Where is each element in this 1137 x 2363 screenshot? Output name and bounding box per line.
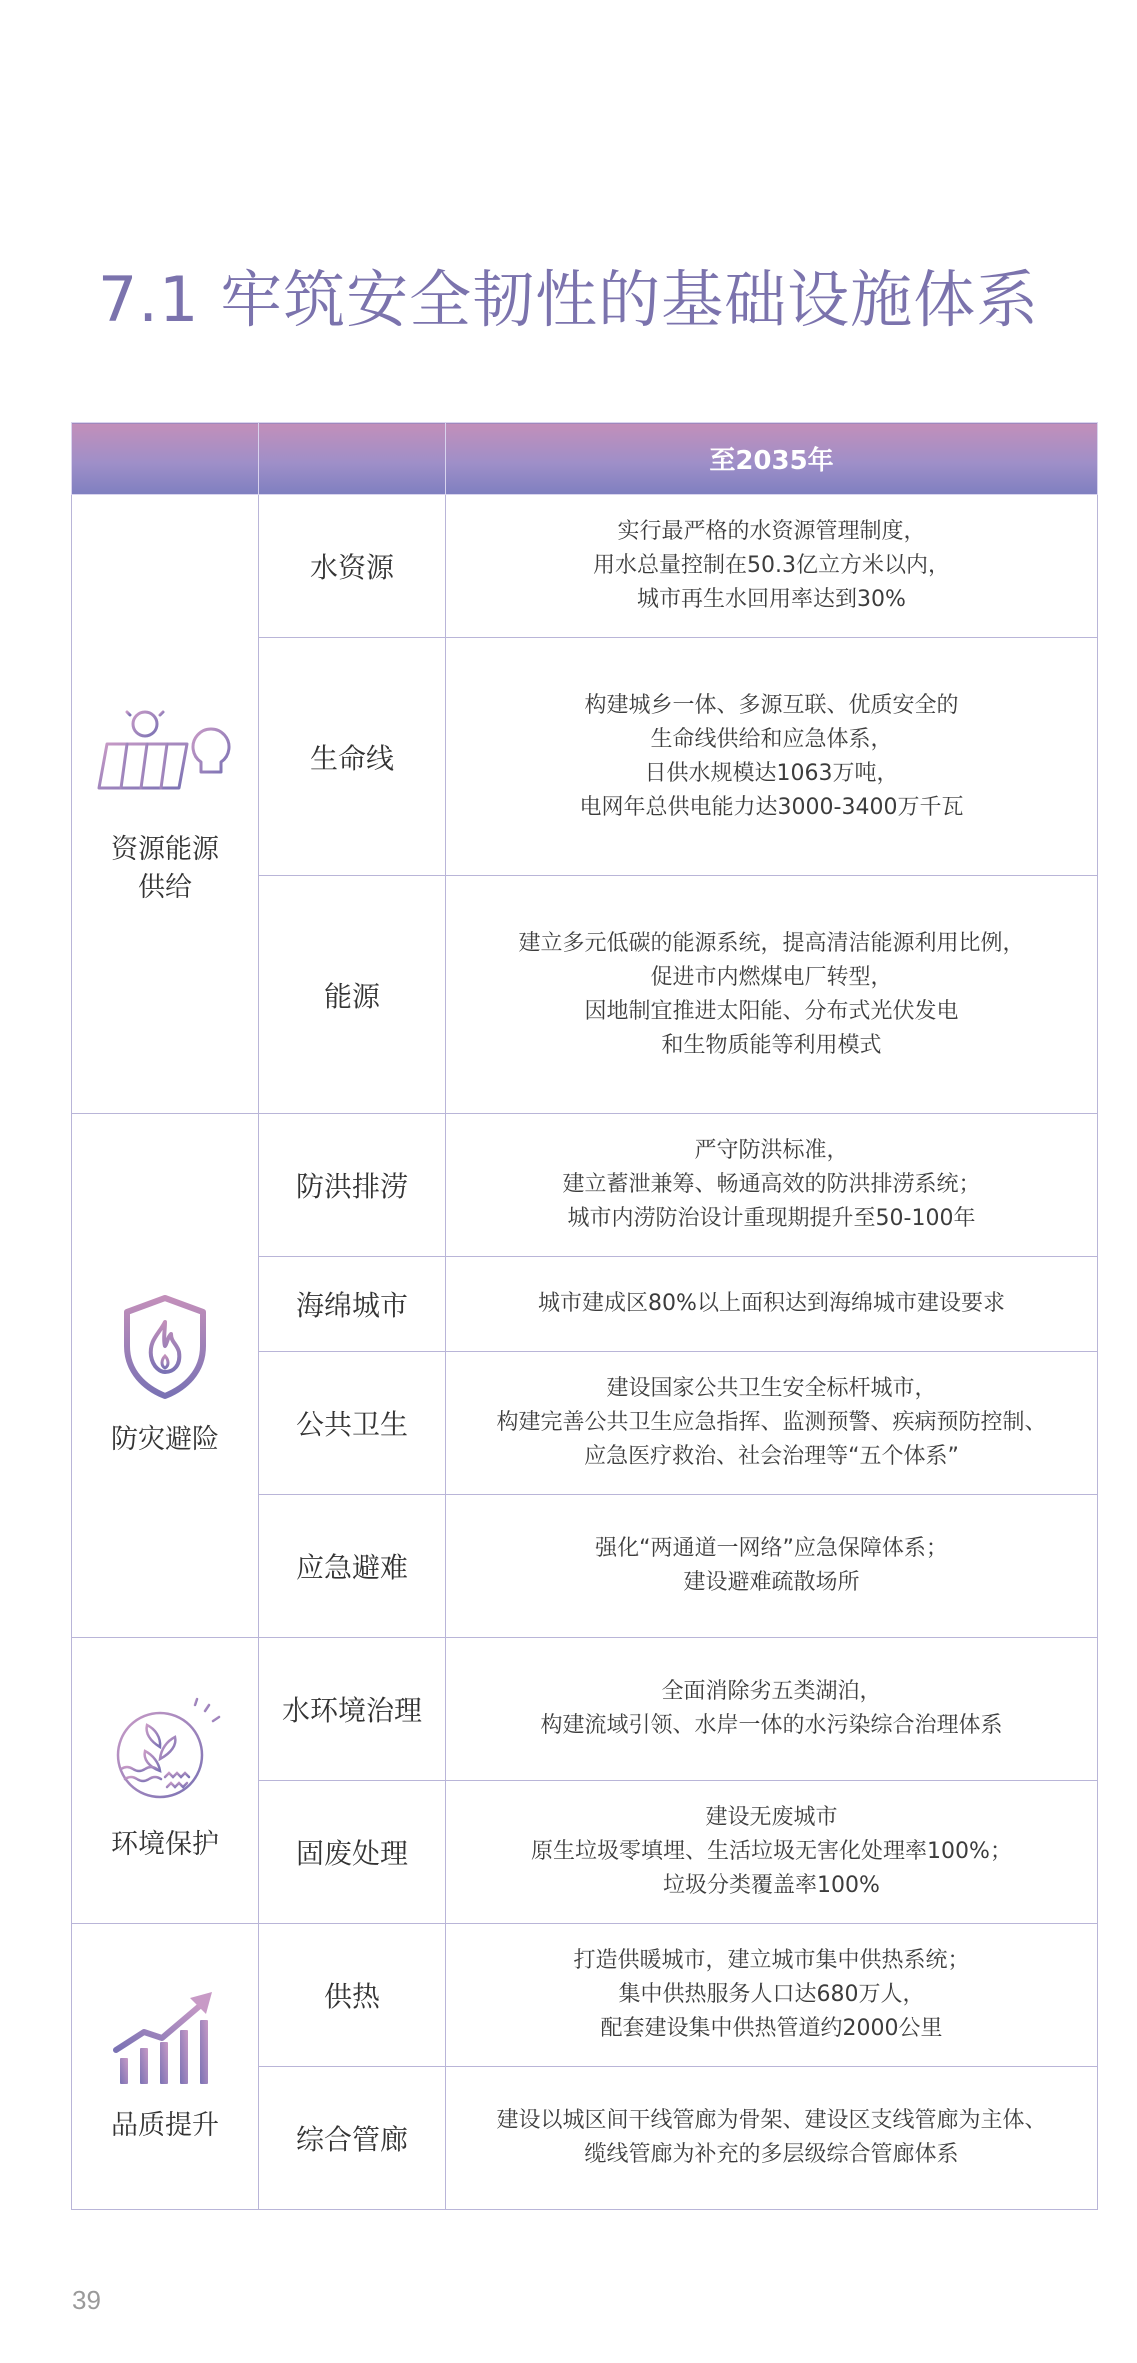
item-cell: 水资源 bbox=[259, 495, 446, 638]
description-line: 生命线供给和应急体系， bbox=[650, 726, 893, 752]
page-number: 39 bbox=[72, 2285, 101, 2315]
description-line: 构建城乡一体、多源互联、优质安全的 bbox=[584, 692, 959, 718]
target-description-cell bbox=[446, 2067, 1098, 2210]
header-category bbox=[72, 423, 259, 495]
category-cell bbox=[72, 495, 259, 1114]
description-line: 城市内涝防治设计重现期提升至50-100年 bbox=[567, 1206, 976, 1231]
target-description-cell bbox=[446, 876, 1098, 1114]
item-cell: 水环境治理 bbox=[259, 1638, 446, 1781]
description-line: 因地制宜推进太阳能、分布式光伏发电 bbox=[584, 998, 959, 1024]
item-cell: 海绵城市 bbox=[259, 1257, 446, 1352]
table-row bbox=[72, 495, 1098, 638]
table-row bbox=[72, 1114, 1098, 1257]
header-item bbox=[259, 423, 446, 495]
shield-fire-icon bbox=[82, 1292, 248, 1413]
target-description-cell bbox=[446, 1924, 1098, 2067]
page-title: 7.1 牢筑安全韧性的基础设施体系 bbox=[97, 263, 1040, 336]
description-line: 缆线管廊为补充的多层级综合管廊体系 bbox=[584, 2142, 959, 2167]
item-cell: 综合管廊 bbox=[259, 2067, 446, 2210]
item-cell: 应急避难 bbox=[259, 1495, 446, 1638]
description-line: 建设国家公共卫生安全标杆城市， bbox=[606, 1376, 937, 1401]
target-description-cell bbox=[446, 495, 1098, 638]
description-line: 严守防洪标准， bbox=[694, 1138, 849, 1163]
description-line: 建立蓄泄兼筹、畅通高效的防洪排涝系统； bbox=[562, 1172, 981, 1197]
description-line: 促进市内燃煤电厂转型， bbox=[650, 964, 893, 990]
category-label: 环境保护 bbox=[111, 1829, 219, 1860]
item-cell: 能源 bbox=[259, 876, 446, 1114]
description-line: 应急医疗救治、社会治理等“五个体系” bbox=[584, 1444, 959, 1469]
description-line: 集中供热服务人口达680万人， bbox=[618, 1982, 925, 2007]
solar-panel-bulb-icon bbox=[82, 702, 248, 823]
description-line: 构建完善公共卫生应急指挥、监测预警、疾病预防控制、 bbox=[496, 1410, 1047, 1435]
category-label: 防灾避险 bbox=[111, 1424, 219, 1455]
description-line: 和生物质能等利用模式 bbox=[661, 1032, 882, 1058]
table-header-row bbox=[72, 423, 1098, 495]
description-line: 配套建设集中供热管道约2000公里 bbox=[600, 2016, 943, 2041]
target-description-cell bbox=[446, 1781, 1098, 1924]
description-line: 建立多元低碳的能源系统，提高清洁能源利用比例， bbox=[518, 930, 1025, 956]
category-cell bbox=[72, 1924, 259, 2210]
description-line: 强化“两通道一网络”应急保障体系； bbox=[595, 1536, 948, 1561]
header-target-2035: 至2035年 bbox=[446, 423, 1098, 495]
target-description-cell bbox=[446, 1114, 1098, 1257]
category-label: 供给 bbox=[138, 871, 192, 903]
category-label: 资源能源 bbox=[111, 833, 219, 865]
target-description-cell bbox=[446, 1257, 1098, 1352]
description-line: 打造供暖城市，建立城市集中供热系统； bbox=[573, 1948, 970, 1973]
item-cell: 固废处理 bbox=[259, 1781, 446, 1924]
category-cell bbox=[72, 1638, 259, 1924]
description-line: 用水总量控制在50.3亿立方米以内， bbox=[593, 553, 950, 578]
category-cell bbox=[72, 1114, 259, 1638]
item-cell: 公共卫生 bbox=[259, 1352, 446, 1495]
target-description-cell bbox=[446, 638, 1098, 876]
item-cell: 生命线 bbox=[259, 638, 446, 876]
description-line: 原生垃圾零填埋、生活垃圾无害化处理率100%； bbox=[531, 1839, 1012, 1864]
description-line: 建设无废城市 bbox=[705, 1805, 838, 1830]
infrastructure-table bbox=[71, 422, 1098, 2210]
globe-plant-icon bbox=[82, 1697, 248, 1818]
description-line: 建设避难疏散场所 bbox=[683, 1570, 860, 1595]
description-line: 实行最严格的水资源管理制度， bbox=[617, 519, 926, 544]
description-line: 构建流域引领、水岸一体的水污染综合治理体系 bbox=[540, 1713, 1003, 1738]
description-line: 日供水规模达1063万吨， bbox=[644, 760, 899, 786]
description-line: 垃圾分类覆盖率100% bbox=[663, 1873, 880, 1898]
description-line: 全面消除劣五类湖泊， bbox=[661, 1679, 882, 1704]
category-label: 品质提升 bbox=[111, 2110, 219, 2141]
description-line: 电网年总供电能力达3000-3400万千瓦 bbox=[579, 794, 964, 820]
description-line: 城市建成区80%以上面积达到海绵城市建设要求 bbox=[538, 1291, 1005, 1316]
table-row bbox=[72, 1924, 1098, 2067]
target-description-cell bbox=[446, 1638, 1098, 1781]
target-description-cell bbox=[446, 1495, 1098, 1638]
item-cell: 防洪排涝 bbox=[259, 1114, 446, 1257]
description-line: 城市再生水回用率达到30% bbox=[637, 587, 906, 612]
item-cell: 供热 bbox=[259, 1924, 446, 2067]
growth-chart-icon bbox=[82, 1988, 248, 2099]
target-description-cell bbox=[446, 1352, 1098, 1495]
table-row bbox=[72, 1638, 1098, 1781]
description-line: 建设以城区间干线管廊为骨架、建设区支线管廊为主体、 bbox=[496, 2108, 1047, 2133]
